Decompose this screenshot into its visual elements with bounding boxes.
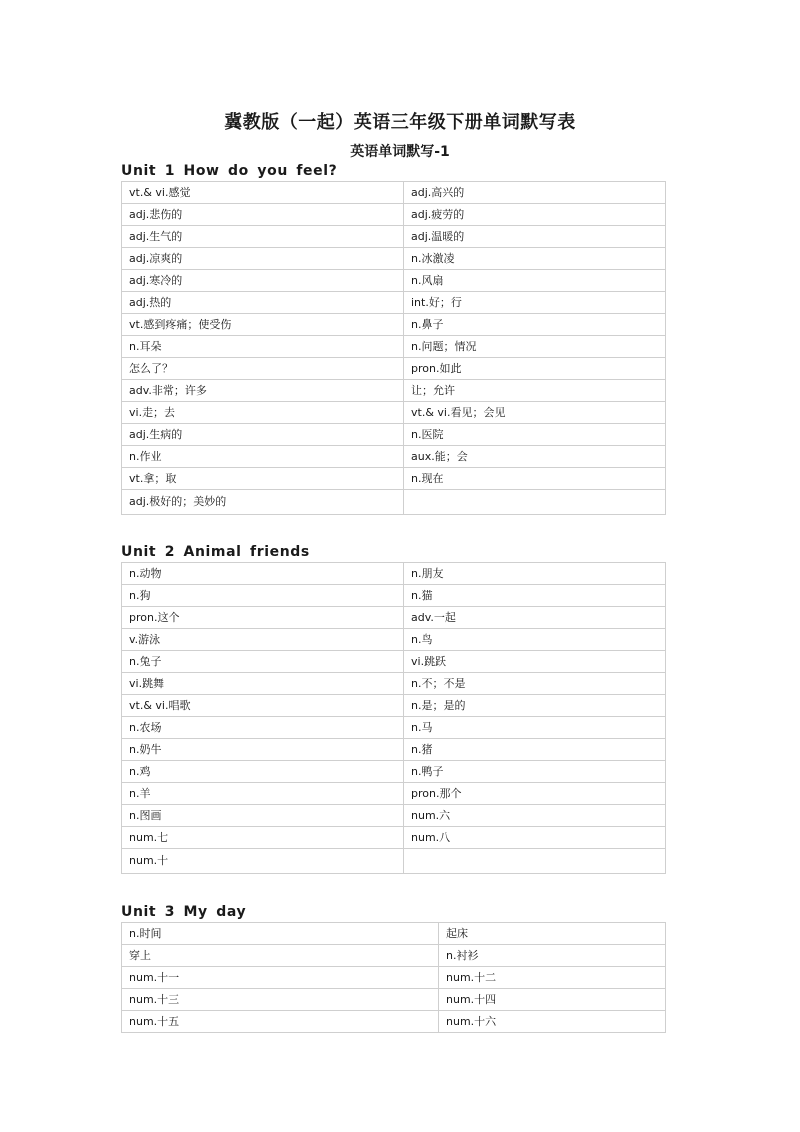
table-cell: 起床 <box>439 923 666 945</box>
table-cell: adj.高兴的 <box>404 182 666 204</box>
table-row <box>122 204 666 226</box>
table-cell: adj.极好的；美妙的 <box>122 490 404 515</box>
table-row <box>122 380 666 402</box>
table-cell: n.鼻子 <box>404 314 666 336</box>
table-cell: pron.如此 <box>404 358 666 380</box>
table-row <box>122 358 666 380</box>
table-cell: n.衬衫 <box>439 945 666 967</box>
table-cell: num.十二 <box>439 967 666 989</box>
table-row <box>122 761 666 783</box>
unit-heading: Unit 1 How do you feel? <box>121 163 338 179</box>
table-cell: adj.凉爽的 <box>122 248 404 270</box>
table-cell: vt.& vi.感觉 <box>122 182 404 204</box>
table-row <box>122 739 666 761</box>
table-row <box>122 314 666 336</box>
table-cell: n.羊 <box>122 783 404 805</box>
table-cell: n.兔子 <box>122 651 404 673</box>
table-row <box>122 805 666 827</box>
table-cell: n.鸡 <box>122 761 404 783</box>
table-row <box>122 1011 666 1033</box>
table-cell: n.医院 <box>404 424 666 446</box>
table-row <box>122 651 666 673</box>
table-row <box>122 695 666 717</box>
table-cell: n.鸟 <box>404 629 666 651</box>
table-cell: n.作业 <box>122 446 404 468</box>
table-cell: n.狗 <box>122 585 404 607</box>
table-cell: v.游泳 <box>122 629 404 651</box>
table-cell: adj.疲劳的 <box>404 204 666 226</box>
table-cell: 怎么了？ <box>122 358 404 380</box>
table-cell: pron.那个 <box>404 783 666 805</box>
unit-1-section <box>121 161 666 515</box>
table-cell: 穿上 <box>122 945 439 967</box>
table-cell: n.耳朵 <box>122 336 404 358</box>
table-cell: num.十三 <box>122 989 439 1011</box>
vocab-table <box>121 562 666 874</box>
table-row <box>122 945 666 967</box>
table-cell: pron.这个 <box>122 607 404 629</box>
table-row <box>122 673 666 695</box>
vocab-table <box>121 181 666 515</box>
table-row <box>122 336 666 358</box>
table-cell: n.鸭子 <box>404 761 666 783</box>
table-cell: n.时间 <box>122 923 439 945</box>
table-row <box>122 629 666 651</box>
table-row <box>122 989 666 1011</box>
table-cell: adv.非常；许多 <box>122 380 404 402</box>
table-cell: adj.热的 <box>122 292 404 314</box>
table-cell: vi.走；去 <box>122 402 404 424</box>
table-cell: vt.& vi.唱歌 <box>122 695 404 717</box>
table-cell: aux.能；会 <box>404 446 666 468</box>
table-cell: num.十六 <box>439 1011 666 1033</box>
table-cell: n.现在 <box>404 468 666 490</box>
unit-3-section <box>121 902 666 1033</box>
table-row <box>122 849 666 874</box>
table-cell: vi.跳跃 <box>404 651 666 673</box>
vocab-table <box>121 922 666 1033</box>
table-cell: adj.温暖的 <box>404 226 666 248</box>
table-cell: n.冰激凌 <box>404 248 666 270</box>
table-row <box>122 226 666 248</box>
table-row <box>122 827 666 849</box>
table-row <box>122 468 666 490</box>
table-cell: n.猪 <box>404 739 666 761</box>
table-row <box>122 607 666 629</box>
table-row <box>122 717 666 739</box>
table-cell: num.七 <box>122 827 404 849</box>
table-row <box>122 402 666 424</box>
table-row <box>122 563 666 585</box>
table-cell: n.风扇 <box>404 270 666 292</box>
table-cell: adv.一起 <box>404 607 666 629</box>
table-row <box>122 424 666 446</box>
page-subtitle: 英语单词默写-1 <box>350 144 450 160</box>
table-row <box>122 923 666 945</box>
table-row <box>122 967 666 989</box>
table-cell: num.十五 <box>122 1011 439 1033</box>
table-cell: n.朋友 <box>404 563 666 585</box>
table-row <box>122 490 666 515</box>
table-cell: n.不；不是 <box>404 673 666 695</box>
table-row <box>122 270 666 292</box>
page-title: 冀教版（一起）英语三年级下册单词默写表 <box>224 112 576 133</box>
table-cell: n.马 <box>404 717 666 739</box>
table-cell: num.十四 <box>439 989 666 1011</box>
table-cell: n.猫 <box>404 585 666 607</box>
table-cell: 让；允许 <box>404 380 666 402</box>
table-cell: adj.生气的 <box>122 226 404 248</box>
table-cell: adj.寒冷的 <box>122 270 404 292</box>
table-cell: vt.拿；取 <box>122 468 404 490</box>
table-cell: n.农场 <box>122 717 404 739</box>
table-cell: n.图画 <box>122 805 404 827</box>
table-row <box>122 783 666 805</box>
table-cell: n.问题；情况 <box>404 336 666 358</box>
table-cell: n.奶牛 <box>122 739 404 761</box>
table-cell: n.动物 <box>122 563 404 585</box>
table-cell: vi.跳舞 <box>122 673 404 695</box>
table-cell: num.十一 <box>122 967 439 989</box>
table-cell <box>404 849 666 874</box>
unit-heading: Unit 2 Animal friends <box>121 544 310 560</box>
table-cell: vt.感到疼痛；使受伤 <box>122 314 404 336</box>
table-row <box>122 292 666 314</box>
unit-heading: Unit 3 My day <box>121 904 247 920</box>
table-cell: num.六 <box>404 805 666 827</box>
table-cell: num.十 <box>122 849 404 874</box>
table-cell: num.八 <box>404 827 666 849</box>
table-cell: adj.生病的 <box>122 424 404 446</box>
table-row <box>122 248 666 270</box>
unit-2-section <box>121 542 666 874</box>
table-cell <box>404 490 666 515</box>
table-row <box>122 446 666 468</box>
table-cell: adj.悲伤的 <box>122 204 404 226</box>
table-row <box>122 585 666 607</box>
table-row <box>122 182 666 204</box>
table-cell: int.好；行 <box>404 292 666 314</box>
table-cell: n.是；是的 <box>404 695 666 717</box>
table-cell: vt.& vi.看见；会见 <box>404 402 666 424</box>
